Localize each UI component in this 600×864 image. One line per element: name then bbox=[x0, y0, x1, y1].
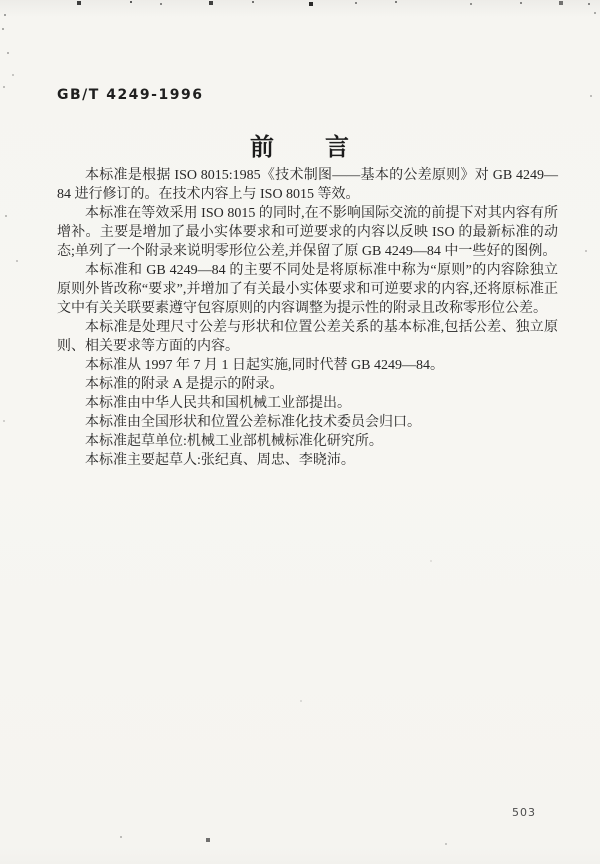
foreword-body bbox=[57, 166, 558, 470]
foreword-paragraph: 本标准的附录 A 是提示的附录。 bbox=[85, 377, 284, 392]
title-char-second: 言 bbox=[325, 135, 350, 161]
foreword-paragraph: 本标准由中华人民共和国机械工业部提出。 bbox=[85, 396, 351, 411]
scan-noise-speckles bbox=[0, 0, 2, 2]
page-title bbox=[0, 127, 600, 162]
foreword-paragraph: 本标准和 GB 4249—84 的主要不同处是将原标准中称为“原则”的内容除独立原则外皆改称“要求”,并增加了有关最小实体要求和可逆要求的内容,还将原标准正文中有关关联要素遵守包容原则的内容调整为提示性的附录且改称零形位公差。 bbox=[57, 263, 558, 316]
foreword-paragraph: 本标准起草单位:机械工业部机械标准化研究所。 bbox=[85, 434, 383, 449]
foreword-paragraph: 本标准是处理尺寸公差与形状和位置公差关系的基本标准,包括公差、独立原则、相关要求等方面的内容。 bbox=[57, 320, 558, 354]
foreword-paragraph: 本标准在等效采用 ISO 8015 的同时,在不影响国际交流的前提下对其内容有所增补。主要是增加了最小实体要求和可逆要求的内容以反映 ISO 的最新标准的动态;单列了一个附录来说明零形位公差,并保留了原 GB 4249—84 中一些好的图例。 bbox=[57, 206, 558, 259]
foreword-paragraph: 本标准主要起草人:张纪真、周忠、李晓沛。 bbox=[85, 453, 355, 468]
foreword-paragraph: 本标准由全国形状和位置公差标准化技术委员会归口。 bbox=[85, 415, 421, 430]
standard-code: GB/T 4249-1996 bbox=[57, 87, 204, 103]
title-char-first: 前 bbox=[250, 135, 275, 161]
foreword-paragraph: 本标准是根据 ISO 8015:1985《技术制图——基本的公差原则》对 GB 4249—84 进行修订的。在技术内容上与 ISO 8015 等效。 bbox=[57, 168, 558, 202]
foreword-paragraph: 本标准从 1997 年 7 月 1 日起实施,同时代替 GB 4249—84。 bbox=[85, 358, 444, 373]
page-number: 503 bbox=[512, 806, 536, 819]
